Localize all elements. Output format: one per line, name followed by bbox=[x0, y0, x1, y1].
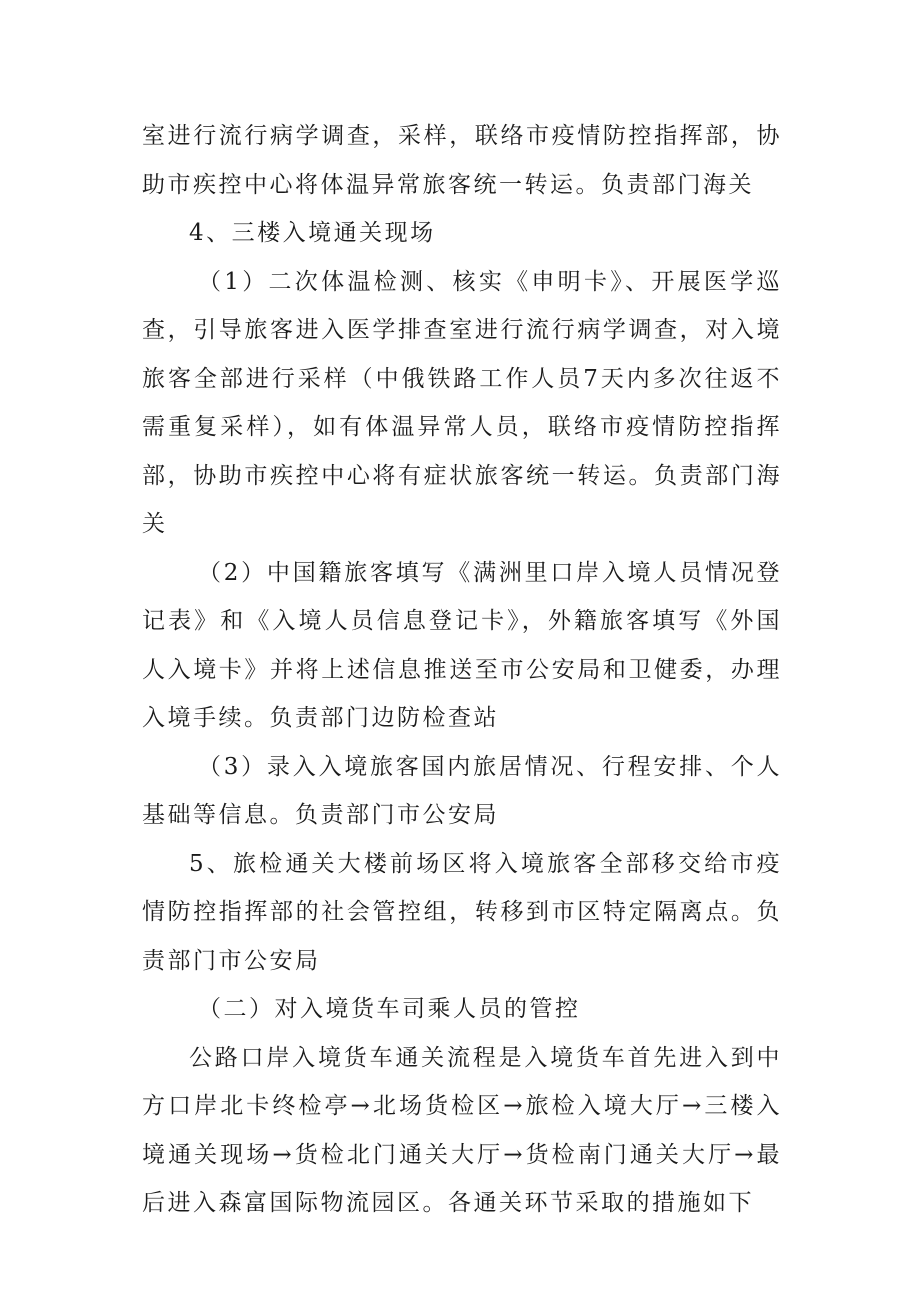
paragraph-item-2: （2）中国籍旅客填写《满洲里口岸入境人员情况登记表》和《入境人员信息登记卡》，外籍旅客填写《外国人入境卡》并将上述信息推送至市公安局和卫健委，办理入境手续。负责部门边防检查站 bbox=[142, 559, 782, 731]
paragraph-continuation: 室进行流行病学调查，采样，联络市疫情防控指挥部，协助市疾控中心将体温异常旅客统一转运。负责部门海关 bbox=[142, 123, 782, 198]
paragraph-section-5: 5、旅检通关大楼前场区将入境旅客全部移交给市疫情防控指挥部的社会管控组，转移到市区特定隔离点。负责部门市公安局 bbox=[142, 850, 782, 974]
section-heading-4: 4、三楼入境通关现场 bbox=[189, 220, 436, 246]
document-body bbox=[142, 112, 782, 1228]
section-heading-2: （二）对入境货车司乘人员的管控 bbox=[198, 996, 581, 1022]
paragraph-truck-flow: 公路口岸入境货车通关流程是入境货车首先进入到中方口岸北卡终检亭→北场货检区→旅检入境大厅→三楼入境通关现场→货检北门通关大厅→货检南门通关大厅→最后进入森富国际物流园区。各通关环节采取的措施如下 bbox=[142, 1044, 782, 1216]
paragraph-item-3: （3）录入入境旅客国内旅居情况、行程安排、个人基础等信息。负责部门市公安局 bbox=[142, 753, 782, 828]
paragraph-item-1: （1）二次体温检测、核实《申明卡》、开展医学巡查，引导旅客进入医学排查室进行流行病学调查，对入境旅客全部进行采样（中俄铁路工作人员7天内多次往返不需重复采样），如有体温异常人员，联络市疫情防控指挥部，协助市疾控中心将有症状旅客统一转运。负责部门海关 bbox=[142, 268, 782, 537]
